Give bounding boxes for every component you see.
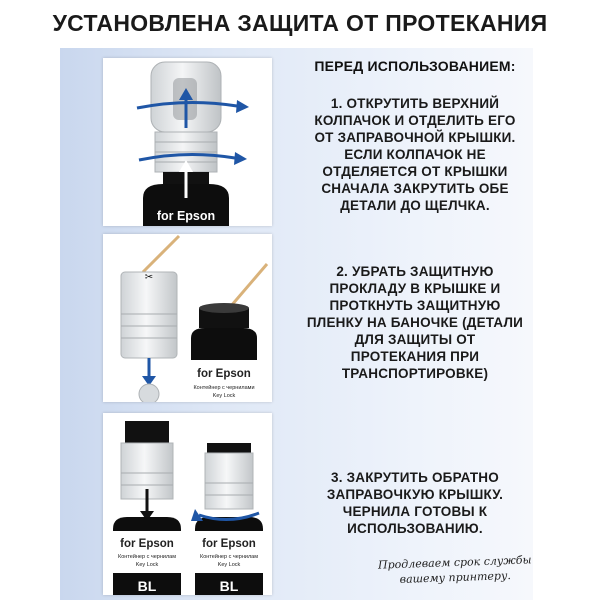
step-2-text: 2. УБРАТЬ ЗАЩИТНУЮ ПРОКЛАДУ В КРЫШКЕ И ПРОТКНУТЬ ЗАЩИТНУЮ ПЛЕНКУ НА БАНОЧКЕ (ДЕТАЛИ ДЛЯ ЗАЩИТЫ ОТ ПРОТЕКАНИЯ ПРИ ТРАНСПОРТИРОВКЕ) [306, 264, 524, 381]
step-1-text: 1. ОТКРУТИТЬ ВЕРХНИЙ КОЛПАЧОК И ОТДЕЛИТЬ ЕГО ОТ ЗАПРАВОЧНОЙ КРЫШКИ. ЕСЛИ КОЛПАЧОК НЕ ОТДЕЛЯЕТСЯ ОТ КРЫШКИ СНАЧАЛА ЗАКРУТИТЬ ОБЕ ДЕТАЛИ ДО ЩЕЛЧКА. [314, 96, 516, 213]
arrow-head-icon [234, 152, 247, 165]
bottle-keylock-label: Key Lock [217, 562, 241, 568]
bottle-color-label: BL [137, 578, 157, 594]
bottle-brand-label: for Epson [197, 368, 251, 380]
filler-cap [205, 453, 253, 509]
bottle-keylock-label: Key Lock [212, 393, 236, 399]
bottle-subtitle-label: Контейнер с чернилам [118, 554, 176, 560]
step-1-photo [103, 58, 272, 226]
step-3-photo [103, 413, 272, 595]
bottle-brand-label: for Epson [120, 538, 174, 550]
bottle-brand-label: for Epson [156, 209, 216, 223]
bottle-subtitle-label: Контейнер с чернилам [200, 554, 258, 560]
signature-line-1: Продлеваем срок службы [377, 553, 532, 572]
signature-line-2: вашему принтеру. [399, 569, 512, 586]
step-3-text: 3. ЗАКРУТИТЬ ОБРАТНО ЗАПРАВОЧКУЮ КРЫШКУ. ЧЕРНИЛА ГОТОВЫ К ИСПОЛЬЗОВАНИЮ. [326, 470, 504, 536]
step-2-photo [103, 234, 272, 402]
arrow-head-icon [236, 100, 249, 113]
page-title: УСТАНОВЛЕНА ЗАЩИТА ОТ ПРОТЕКАНИЯ [52, 10, 548, 36]
bottle-brand-label: for Epson [202, 538, 256, 550]
svg-text:✂: ✂ [144, 272, 154, 283]
bottle-keylock-label: Key Lock [135, 562, 159, 568]
section-title: ПЕРЕД ИСПОЛЬЗОВАНИЕМ: [314, 58, 516, 74]
gasket [139, 384, 159, 402]
bottle-subtitle-label: Контейнер с чернилами [193, 385, 255, 391]
bottle-color-label: BL [219, 578, 239, 594]
toothpick [143, 236, 179, 272]
filler-cap [121, 272, 177, 358]
